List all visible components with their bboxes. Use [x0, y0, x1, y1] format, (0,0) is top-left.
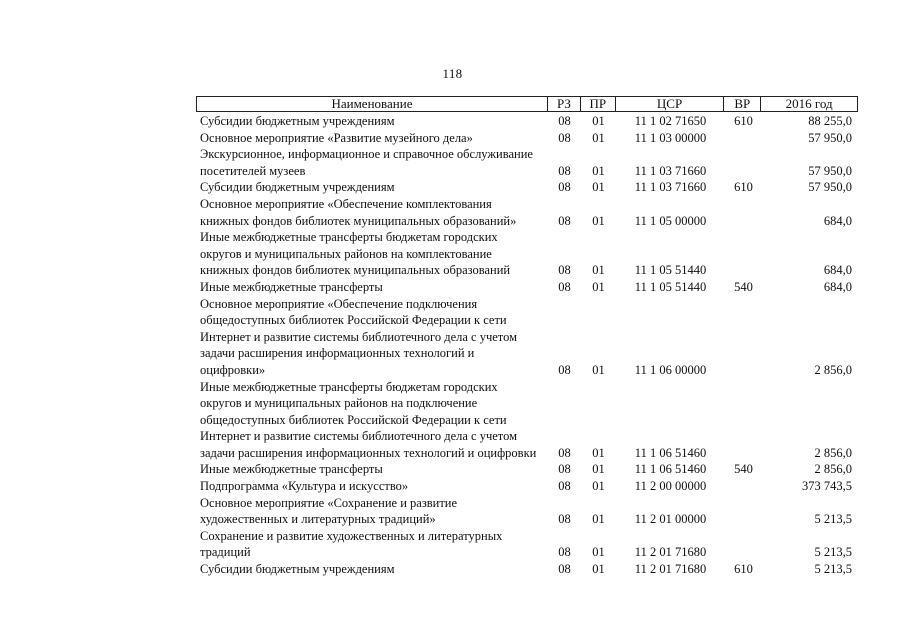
row-csr: 11 1 03 71660	[634, 180, 707, 195]
row-name	[196, 229, 548, 279]
row-amount: 373 743,5	[802, 479, 852, 494]
row-amount: 684,0	[823, 279, 852, 294]
row-rz: 08	[558, 180, 571, 195]
row-rz: 08	[558, 462, 571, 477]
row-name	[196, 179, 548, 196]
row-name	[196, 495, 548, 528]
row-csr: 11 1 06 51460	[634, 445, 707, 460]
row-pr: 01	[592, 545, 605, 560]
row-pr: 01	[592, 362, 605, 377]
row-amount: 57 950,0	[808, 180, 852, 195]
row-amount: 57 950,0	[808, 163, 852, 178]
row-amount: 5 213,5	[814, 545, 852, 560]
table-row	[196, 461, 858, 478]
row-rz: 08	[558, 562, 571, 577]
row-pr: 01	[592, 163, 605, 178]
row-pr: 01	[592, 462, 605, 477]
row-csr: 11 2 00 00000	[634, 479, 707, 494]
row-pr: 01	[592, 445, 605, 460]
row-name-line: посетителей музеев	[200, 163, 306, 178]
row-name-line: Сохранение и развитие художественных и литературных	[200, 528, 503, 543]
table-row	[196, 296, 858, 379]
row-name	[196, 561, 548, 578]
row-rz: 08	[558, 479, 571, 494]
table-row	[196, 478, 858, 495]
header-vr: ВР	[724, 97, 761, 111]
row-name	[196, 379, 548, 462]
row-name	[196, 146, 548, 179]
table-row	[196, 279, 858, 296]
row-csr: 11 1 06 51460	[634, 462, 707, 477]
row-name-line: оцифровки»	[200, 362, 266, 377]
table-row	[196, 379, 858, 462]
table-row	[196, 113, 858, 130]
row-csr: 11 1 05 51440	[634, 263, 707, 278]
row-pr: 01	[592, 130, 605, 145]
header-year: 2016 год	[785, 96, 833, 111]
row-pr: 01	[592, 512, 605, 527]
row-rz: 08	[558, 114, 571, 128]
row-name-line: Интернет и развитие системы библиотечного дела с учетом	[200, 429, 518, 444]
row-name-line: Иные межбюджетные трансферты	[200, 279, 383, 294]
table-row	[196, 561, 858, 578]
row-name	[196, 478, 548, 495]
row-pr: 01	[592, 279, 605, 294]
row-csr: 11 1 03 71660	[634, 163, 707, 178]
row-pr: 01	[592, 114, 605, 128]
row-name-line: задачи расширения информационных технологий и	[200, 346, 475, 361]
row-name-line: общедоступных библиотек Российской Федерации к сети	[200, 313, 507, 328]
row-name	[196, 461, 548, 478]
row-amount: 2 856,0	[814, 445, 852, 460]
row-name-line: общедоступных библиотек Российской Федерации к сети	[200, 412, 507, 427]
row-pr: 01	[592, 263, 605, 278]
header-csr: ЦСР	[616, 97, 725, 111]
row-rz: 08	[558, 545, 571, 560]
row-name	[196, 296, 548, 379]
table-row	[196, 528, 858, 561]
row-name-line: художественных и литературных традиций»	[200, 512, 436, 527]
table-row	[196, 495, 858, 528]
header-pr: ПР	[581, 97, 616, 111]
header-name: Наименование	[197, 97, 548, 111]
row-rz: 08	[558, 445, 571, 460]
row-name-line: Экскурсионное, информационное и справочное обслуживание	[200, 147, 533, 162]
table-row	[196, 146, 858, 179]
row-name-line: Основное мероприятие «Развитие музейного дела»	[200, 130, 473, 145]
table-row	[196, 229, 858, 279]
row-csr: 11 2 01 00000	[634, 512, 707, 527]
row-name-line: Подпрограмма «Культура и искусство»	[200, 479, 409, 494]
row-csr: 11 1 02 71650	[634, 114, 707, 128]
row-name	[196, 196, 548, 229]
row-vr: 540	[734, 279, 753, 294]
row-csr: 11 2 01 71680	[634, 562, 707, 577]
row-amount: 2 856,0	[814, 362, 852, 377]
row-name-line: Субсидии бюджетным учреждениям	[200, 180, 395, 195]
table-header	[196, 96, 858, 112]
row-amount: 5 213,5	[814, 512, 852, 527]
row-amount: 57 950,0	[808, 130, 852, 145]
row-rz: 08	[558, 163, 571, 178]
row-name-line: Иные межбюджетные трансферты бюджетам городских	[200, 230, 498, 245]
row-rz: 08	[558, 362, 571, 377]
row-vr: 610	[734, 114, 753, 128]
row-csr: 11 1 05 51440	[634, 279, 707, 294]
row-amount: 2 856,0	[814, 462, 852, 477]
row-amount: 684,0	[823, 263, 852, 278]
row-rz: 08	[558, 279, 571, 294]
row-name-line: книжных фондов библиотек муниципальных образований»	[200, 213, 517, 228]
row-name-line: Основное мероприятие «Обеспечение комплектования	[200, 196, 492, 211]
row-rz: 08	[558, 263, 571, 278]
row-name-line: Субсидии бюджетным учреждениям	[200, 114, 395, 128]
row-name-line: Основное мероприятие «Обеспечение подключения	[200, 296, 478, 311]
row-amount: 684,0	[823, 213, 852, 228]
row-pr: 01	[592, 479, 605, 494]
row-amount: 88 255,0	[808, 114, 852, 128]
row-vr: 540	[734, 462, 753, 477]
row-name-line: традиций	[200, 545, 251, 560]
table-row	[196, 179, 858, 196]
row-name-line: Основное мероприятие «Сохранение и развитие	[200, 495, 458, 510]
header-rz: РЗ	[548, 97, 581, 111]
row-name	[196, 130, 548, 147]
row-name-line: книжных фондов библиотек муниципальных образований	[200, 263, 511, 278]
row-vr: 610	[734, 562, 753, 577]
row-name	[196, 113, 548, 130]
row-rz: 08	[558, 512, 571, 527]
table-row	[196, 196, 858, 229]
row-name-line: округов и муниципальных районов на подключение	[200, 396, 478, 411]
row-name-line: Иные межбюджетные трансферты	[200, 462, 383, 477]
row-vr: 610	[734, 180, 753, 195]
row-pr: 01	[592, 180, 605, 195]
row-csr: 11 1 06 00000	[634, 362, 707, 377]
row-csr: 11 2 01 71680	[634, 545, 707, 560]
row-name-line: округов и муниципальных районов на комплектование	[200, 246, 492, 261]
row-name	[196, 279, 548, 296]
row-pr: 01	[592, 213, 605, 228]
row-name-line: Интернет и развитие системы библиотечного дела с учетом	[200, 329, 518, 344]
row-name-line: Иные межбюджетные трансферты бюджетам городских	[200, 379, 498, 394]
table-row	[196, 130, 858, 147]
row-name	[196, 528, 548, 561]
row-csr: 11 1 05 00000	[634, 213, 707, 228]
table-body	[196, 113, 858, 578]
row-rz: 08	[558, 130, 571, 145]
page-number: 118	[442, 66, 463, 81]
row-csr: 11 1 03 00000	[634, 130, 707, 145]
row-amount: 5 213,5	[814, 562, 852, 577]
row-name-line: задачи расширения информационных технологий и оцифровки	[200, 445, 537, 460]
row-name-line: Субсидии бюджетным учреждениям	[200, 562, 395, 577]
row-rz: 08	[558, 213, 571, 228]
budget-table	[196, 96, 858, 578]
row-pr: 01	[592, 562, 605, 577]
